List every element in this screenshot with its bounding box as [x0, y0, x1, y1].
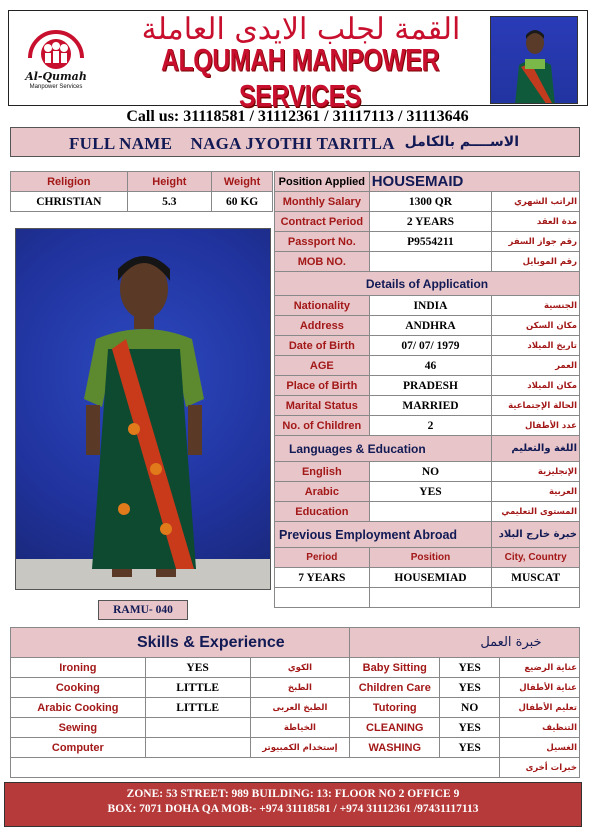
skill-value: YES — [440, 658, 500, 678]
marital-status-label: Marital Status — [275, 396, 370, 416]
age-value: 46 — [369, 356, 492, 376]
contract-period-label-ar: مدة العقد — [492, 212, 580, 232]
weight-value: 60 KG — [212, 192, 273, 212]
skill-label: WASHING — [350, 738, 440, 758]
skill-label: Cooking — [11, 678, 146, 698]
skill-row — [11, 658, 580, 678]
skill-label: Baby Sitting — [350, 658, 440, 678]
nationality-label: Nationality — [275, 296, 370, 316]
position-value: HOUSEMAID — [369, 172, 579, 192]
nationality-label-ar: الجنسية — [492, 296, 580, 316]
skill-value: NO — [440, 698, 500, 718]
skill-label: Children Care — [350, 678, 440, 698]
skill-label: Computer — [11, 738, 146, 758]
details-header: Details of Application — [275, 272, 580, 296]
education-label: Education — [275, 502, 370, 522]
footer-address-line2: BOX: 7071 DOHA QA MOB:- +974 31118581 / +974 31112361 /97431117113 — [107, 803, 479, 815]
passport-value: P9554211 — [369, 232, 492, 252]
languages-header-ar: اللغة والتعليم — [492, 436, 580, 462]
arabic-value: YES — [369, 482, 492, 502]
skill-value: YES — [440, 738, 500, 758]
skill-label-ar: عناية الرضيع — [500, 658, 580, 678]
marital-status-value: MARRIED — [369, 396, 492, 416]
contract-period-value: 2 YEARS — [369, 212, 492, 232]
skill-label-ar: الطبخ — [250, 678, 350, 698]
skill-label-ar: الخياطة — [250, 718, 350, 738]
skill-row — [11, 718, 580, 738]
height-header: Height — [127, 172, 212, 192]
candidate-photo — [15, 228, 271, 590]
mobile-value — [369, 252, 492, 272]
salary-label-ar: الراتب الشهري — [492, 192, 580, 212]
english-label-ar: الإنجليزية — [492, 462, 580, 482]
skill-label: Sewing — [11, 718, 146, 738]
place-of-birth-label-ar: مكان الميلاد — [492, 376, 580, 396]
skill-row — [11, 678, 580, 698]
skill-label-ar: عناية الأطفال — [500, 678, 580, 698]
education-value — [369, 502, 492, 522]
employment-row — [275, 568, 580, 588]
passport-label-ar: رقم جواز السفر — [492, 232, 580, 252]
skill-label-ar: الكوي — [250, 658, 350, 678]
salary-label: Monthly Salary — [275, 192, 370, 212]
full-name-arabic-label: الاســــم بالكامل — [404, 134, 519, 150]
footer-address-line1: ZONE: 53 STREET: 989 BUILDING: 13: FLOOR NO 2 OFFICE 9 — [126, 788, 460, 800]
company-title-english: ALQUMAH MANPOWER SERVICES — [160, 42, 440, 114]
skill-label-ar: التنظيف — [500, 718, 580, 738]
marital-status-label-ar: الحالة الإجتماعية — [492, 396, 580, 416]
religion-header: Religion — [11, 172, 128, 192]
other-skills-row — [11, 758, 580, 778]
contact-phone-line: Call us: 31118581 / 31112361 / 31117113 / 31113646 — [126, 108, 469, 125]
skill-label: Ironing — [11, 658, 146, 678]
children-value: 2 — [369, 416, 492, 436]
contract-period-label: Contract Period — [275, 212, 370, 232]
languages-header: Languages & Education — [275, 436, 492, 462]
place-of-birth-label: Place of Birth — [275, 376, 370, 396]
arabic-label-ar: العربية — [492, 482, 580, 502]
address-label-ar: مكان السكن — [492, 316, 580, 336]
religion-value: CHRISTIAN — [11, 192, 128, 212]
application-details-table — [274, 171, 580, 608]
weight-header: Weight — [212, 172, 273, 192]
english-value: NO — [369, 462, 492, 482]
address-label: Address — [275, 316, 370, 336]
employment-position: HOUSEMIAD — [369, 568, 492, 588]
age-label: AGE — [275, 356, 370, 376]
skill-label: Arabic Cooking — [11, 698, 146, 718]
age-label-ar: العمر — [492, 356, 580, 376]
other-skills-label-ar: خبرات أخرى — [500, 758, 580, 778]
skill-label-ar: الغسيل — [500, 738, 580, 758]
skill-value: YES — [440, 678, 500, 698]
logo-name: Al-Qumah — [25, 70, 87, 83]
dob-value: 07/ 07/ 1979 — [369, 336, 492, 356]
period-column-header: Period — [275, 548, 370, 568]
skill-value: YES — [440, 718, 500, 738]
skill-value: LITTLE — [145, 698, 250, 718]
candidate-photo-thumbnail — [490, 16, 578, 104]
address-value: ANDHRA — [369, 316, 492, 336]
skill-row — [11, 698, 580, 718]
skill-value: LITTLE — [145, 678, 250, 698]
mobile-label-ar: رقم الموبايل — [492, 252, 580, 272]
company-logo — [12, 18, 100, 96]
english-label: English — [275, 462, 370, 482]
skill-value: YES — [145, 658, 250, 678]
height-value: 5.3 — [127, 192, 212, 212]
employment-header-ar: خبرة خارج البلاد — [492, 522, 580, 548]
skill-label-ar: تعليم الأطفال — [500, 698, 580, 718]
company-title-arabic: القمة لجلب الايدى العاملة — [141, 12, 461, 47]
passport-label: Passport No. — [275, 232, 370, 252]
mobile-label: MOB NO. — [275, 252, 370, 272]
basic-info-table — [10, 171, 273, 212]
children-label-ar: عدد الأطفال — [492, 416, 580, 436]
skills-header: Skills & Experience — [11, 628, 350, 658]
employment-city: MUSCAT — [492, 568, 580, 588]
nationality-value: INDIA — [369, 296, 492, 316]
position-column-header: Position — [369, 548, 492, 568]
salary-value: 1300 QR — [369, 192, 492, 212]
city-column-header: City, Country — [492, 548, 580, 568]
skills-table — [10, 627, 580, 778]
arabic-label: Arabic — [275, 482, 370, 502]
skill-label-ar: إستخدام الكمبيوتر — [250, 738, 350, 758]
employment-period: 7 YEARS — [275, 568, 370, 588]
reference-code: RAMU- 040 — [98, 600, 188, 620]
skills-header-ar: خبرة العمل — [350, 628, 580, 658]
education-label-ar: المستوى التعليمي — [492, 502, 580, 522]
employment-header: Previous Employment Abroad — [275, 522, 492, 548]
footer-address — [4, 782, 582, 827]
full-name: FULL NAME NAGA JYOTHI TARITLA — [69, 134, 395, 153]
skill-label: CLEANING — [350, 718, 440, 738]
dob-label-ar: تاريخ الميلاد — [492, 336, 580, 356]
logo-subtitle: Manpower Services — [29, 84, 83, 90]
children-label: No. of Children — [275, 416, 370, 436]
skill-label-ar: الطبخ العربى — [250, 698, 350, 718]
skill-label: Tutoring — [350, 698, 440, 718]
skill-row — [11, 738, 580, 758]
place-of-birth-value: PRADESH — [369, 376, 492, 396]
dob-label: Date of Birth — [275, 336, 370, 356]
full-name-bar — [10, 127, 580, 157]
employment-row-empty — [275, 588, 580, 608]
position-label: Position Applied — [275, 172, 370, 192]
skill-value — [145, 738, 250, 758]
skill-value — [145, 718, 250, 738]
